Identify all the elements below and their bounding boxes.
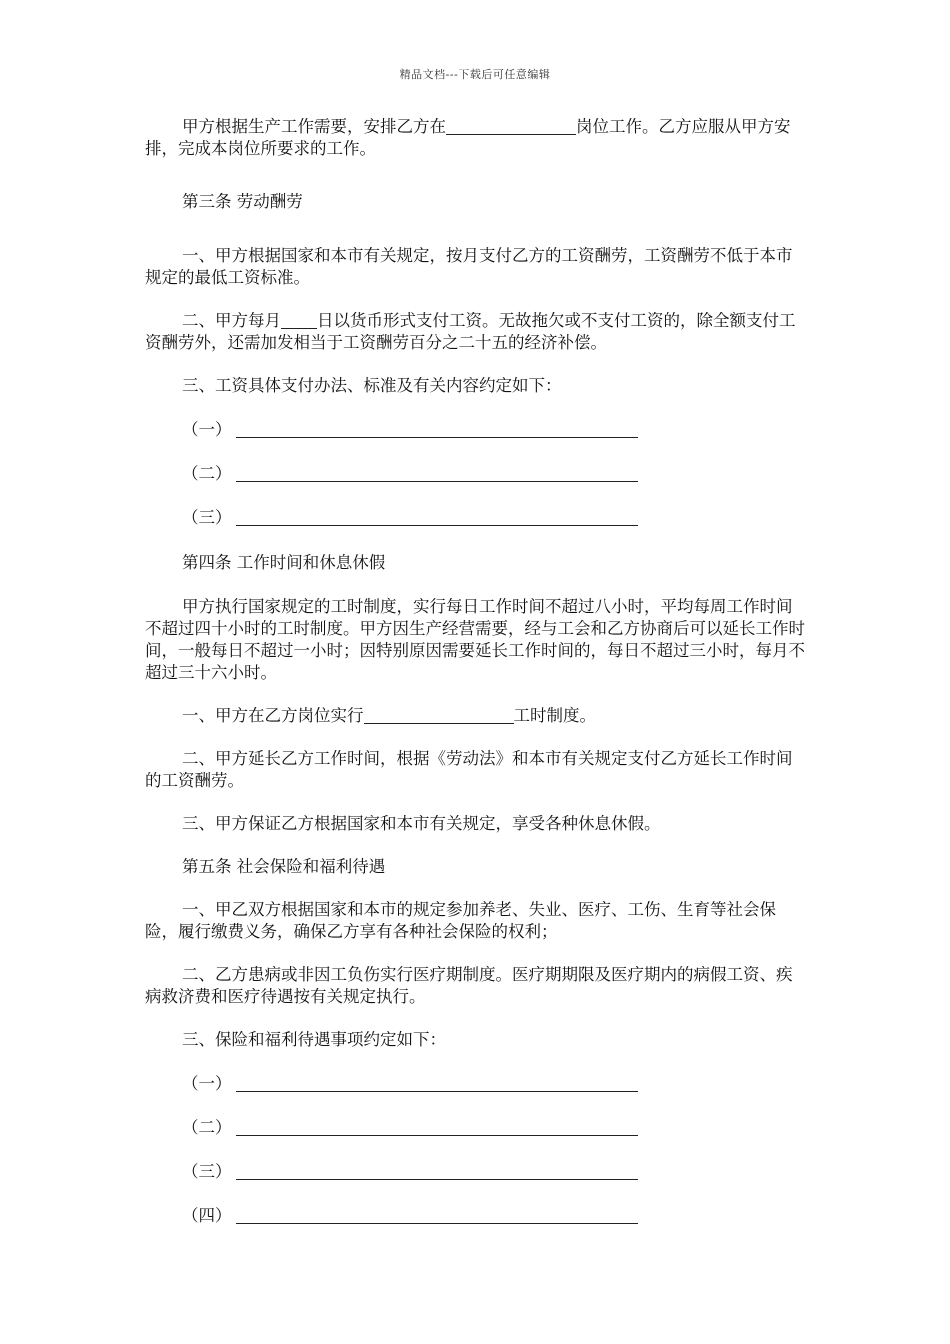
benefit-item-1 <box>145 1073 805 1095</box>
document-body <box>145 116 805 1227</box>
article-5-clause-2: 二、乙方患病或非因工负伤实行医疗期制度。医疗期期限及医疗期内的病假工资、疾病救济费和医疗待遇按有关规定执行。 <box>145 965 793 1006</box>
post-text-end: 岗位工作。乙方应服从甲方安排，完成本岗位所要求的工作。 <box>145 117 791 158</box>
article-4-clause-3: 三、甲方保证乙方根据国家和本市有关规定，享受各种休息休假。 <box>182 814 661 833</box>
wage-item-label: （三） <box>182 508 232 527</box>
paragraph-post-assignment <box>145 116 805 160</box>
benefit-item-label: （二） <box>182 1118 232 1137</box>
payday-text-end: 日以货币形式支付工资。无故拖欠或不支付工资的，除全额支付工资酬劳外，还需加发相当于工资酬劳百分之二十五的经济补偿。 <box>145 311 796 352</box>
wage-item-label: （一） <box>182 420 232 439</box>
hours-text-start: 一、甲方在乙方岗位实行 <box>182 706 364 725</box>
benefit-item-label: （三） <box>182 1162 232 1181</box>
article-5-title: 第五条 社会保险和福利待遇 <box>182 857 386 876</box>
benefit-item-blank-field[interactable] <box>236 1073 638 1092</box>
payday-blank-field[interactable] <box>281 310 317 329</box>
hours-text-end: 工时制度。 <box>513 706 596 725</box>
benefit-item-2 <box>145 1117 805 1139</box>
post-blank-field[interactable] <box>446 116 576 135</box>
wage-item-3 <box>145 507 805 529</box>
benefit-item-blank-field[interactable] <box>236 1205 638 1224</box>
article-5-clause-3: 三、保险和福利待遇事项约定如下： <box>182 1030 446 1049</box>
article-4-clause-1 <box>145 705 805 727</box>
benefit-item-blank-field[interactable] <box>236 1117 638 1136</box>
wage-item-2 <box>145 463 805 485</box>
article-4-clause-2: 二、甲方延长乙方工作时间，根据《劳动法》和本市有关规定支付乙方延长工作时间的工资酬劳。 <box>145 749 793 790</box>
hours-system-blank-field[interactable] <box>364 705 514 724</box>
wage-item-1 <box>145 419 805 441</box>
wage-item-blank-field[interactable] <box>236 507 638 526</box>
benefit-item-blank-field[interactable] <box>236 1161 638 1180</box>
page-header: 精品文档---下载后可任意编辑 <box>399 68 551 81</box>
wage-item-label: （二） <box>182 464 232 483</box>
article-3-clause-3: 三、工资具体支付办法、标准及有关内容约定如下： <box>182 376 562 395</box>
wage-item-blank-field[interactable] <box>236 463 638 482</box>
post-text-start: 甲方根据生产工作需要，安排乙方在 <box>182 117 446 136</box>
benefit-item-label: （一） <box>182 1074 232 1093</box>
article-4-title: 第四条 工作时间和休息休假 <box>182 553 386 572</box>
benefit-item-label: （四） <box>182 1206 232 1225</box>
article-3-title: 第三条 劳动酬劳 <box>182 192 303 211</box>
payday-text-start: 二、甲方每月 <box>182 311 281 330</box>
article-4-intro: 甲方执行国家规定的工时制度，实行每日工作时间不超过八小时，平均每周工作时间不超过四十小时的工时制度。甲方因生产经营需要，经与工会和乙方协商后可以延长工作时间，一般每日不超过一小时；因特别原因需要延长工作时间的，每日不超过三小时，每月不超过三十六小时。 <box>145 597 805 682</box>
benefit-item-4 <box>145 1205 805 1227</box>
wage-item-blank-field[interactable] <box>236 419 638 438</box>
article-3-clause-1: 一、甲方根据国家和本市有关规定，按月支付乙方的工资酬劳，工资酬劳不低于本市规定的最低工资标准。 <box>145 246 793 287</box>
benefit-item-3 <box>145 1161 805 1183</box>
article-5-clause-1: 一、甲乙双方根据国家和本市的规定参加养老、失业、医疗、工伤、生育等社会保险，履行缴费义务，确保乙方享有各种社会保险的权利； <box>145 900 776 941</box>
article-3-clause-2 <box>145 310 805 354</box>
